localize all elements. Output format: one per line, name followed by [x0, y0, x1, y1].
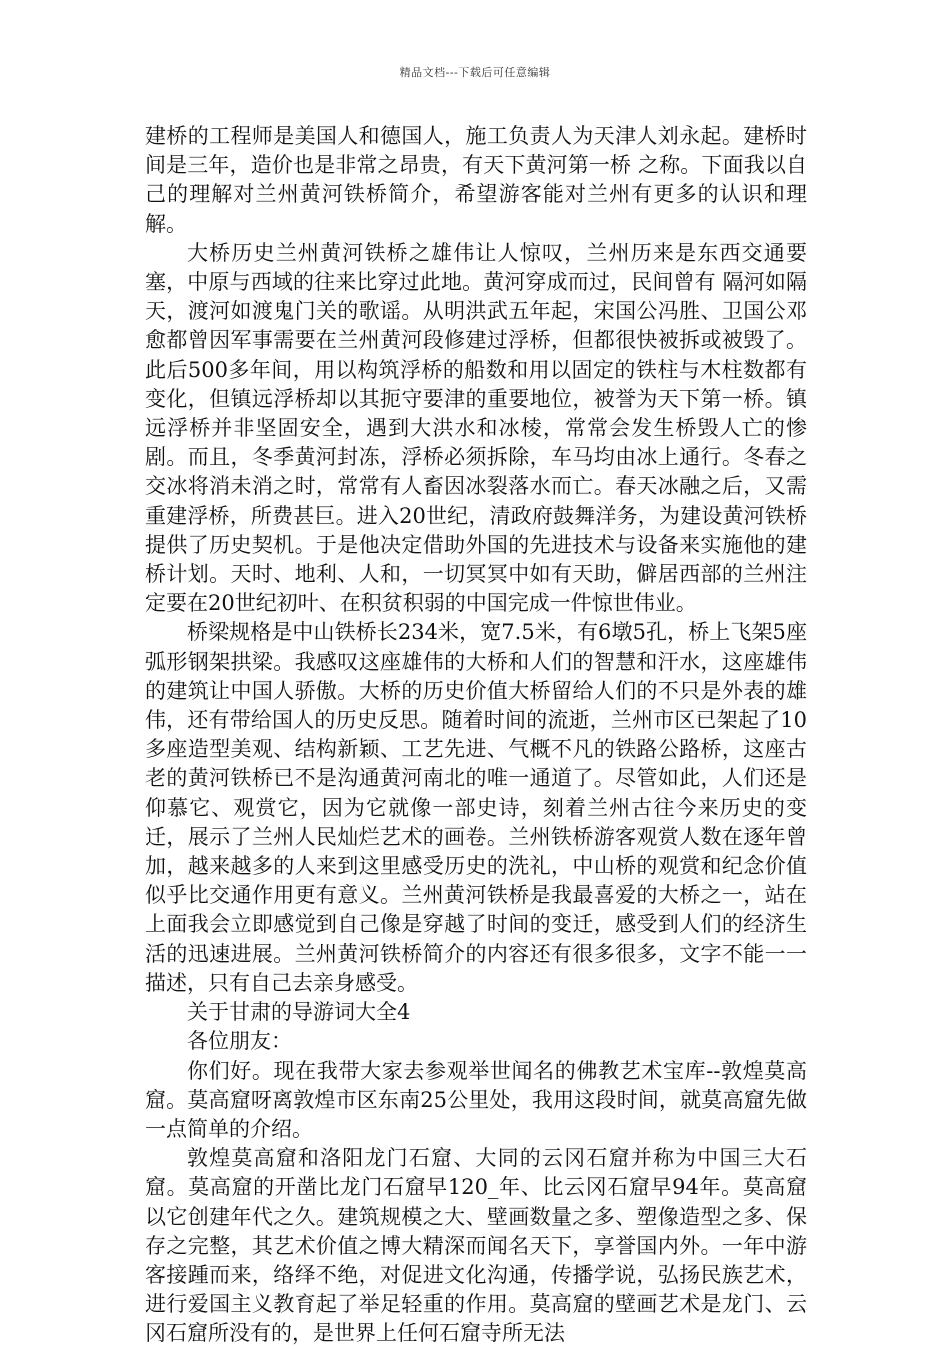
paragraph-mogao-intro: 你们好。现在我带大家去参观举世闻名的佛教艺术宝库--敦煌莫高窟。莫高窟呀离敦煌市区东南25公里处，我用这段时间，就莫高窟先做一点简单的介绍。 — [145, 1058, 807, 1141]
page-header: 精品文档---下载后可任意编辑 — [399, 66, 551, 79]
greeting: 各位朋友： — [187, 1029, 292, 1054]
document-body — [145, 122, 807, 1349]
paragraph-mogao-details: 敦煌莫高窟和洛阳龙门石窟、大同的云冈石窟并称为中国三大石窟。莫高窟的开凿比龙门石窟早120_年、比云冈石窟早94年。莫高窟以它创建年代之久。建筑规模之大、壁画数量之多、塑像造型之多、保存之完整，其艺术价值之博大精深而闻名天下，享誉国内外。一年中游客接踵而来，络绎不绝，对促进文化沟通，传播学说，弘扬民族艺术，进行爱国主义教育起了举足轻重的作用。莫高窟的壁画艺术是龙门、云冈石窟所没有的，是世界上任何石窟寺所无法 — [145, 1146, 807, 1346]
paragraph-bridge-engineers: 建桥的工程师是美国人和德国人，施工负责人为天津人刘永起。建桥时间是三年，造价也是非常之昂贵，有天下黄河第一桥 之称。下面我以自己的理解对兰州黄河铁桥简介，希望游客能对兰州有更多的认识和理解。 — [145, 124, 807, 236]
paragraph-bridge-history: 大桥历史兰州黄河铁桥之雄伟让人惊叹，兰州历来是东西交通要塞，中原与西域的往来比穿过此地。黄河穿成而过，民间曾有 隔河如隔天，渡河如渡鬼门关的歌谣。从明洪武五年起，宋国公冯胜、卫国公邓愈都曾因军事需要在兰州黄河段修建过浮桥，但都很快被拆或被毁了。此后500多年间，用以构筑浮桥的船数和用以固定的铁柱与木柱数都有变化，但镇远浮桥却以其扼守要津的重要地位，被誉为天下第一桥。镇远浮桥并非坚固安全，遇到大洪水和冰棱，常常会发生桥毁人亡的惨剧。而且，冬季黄河封冻，浮桥必须拆除，车马均由冰上通行。冬春之交冰将消未消之时，常常有人畜因冰裂落水而亡。春天冰融之后，又需重建浮桥，所费甚巨。进入20世纪，清政府鼓舞洋务，为建设黄河铁桥提供了历史契机。于是他决定借助外国的先进技术与设备来实施他的建桥计划。天时、地利、人和，一切冥冥中如有天助，僻居西部的兰州注定要在20世纪初叶、在积贫积弱的中国完成一件惊世伟业。 — [145, 240, 807, 616]
paragraph-bridge-specs: 桥梁规格是中山铁桥长234米，宽7.5米，有6墩5孔，桥上飞架5座弧形钢架拱梁。我感叹这座雄伟的大桥和人们的智慧和汗水，这座雄伟的建筑让中国人骄傲。大桥的历史价值大桥留给人们的不只是外表的雄伟，还有带给国人的历史反思。随着时间的流逝，兰州市区已架起了10多座造型美观、结构新颖、工艺先进、气概不凡的铁路公路桥，这座古老的黄河铁桥已不是沟通黄河南北的唯一通道了。尽管如此，人们还是仰慕它、观赏它，因为它就像一部史诗，刻着兰州古往今来历史的变迁，展示了兰州人民灿烂艺术的画卷。兰州铁桥游客观赏人数在逐年曾加，越来越多的人来到这里感受历史的洗礼，中山桥的观赏和纪念价值似乎比交通作用更有意义。兰州黄河铁桥是我最喜爱的大桥之一，站在上面我会立即感觉到自己像是穿越了时间的变迁，感受到人们的经济生活的迅速进展。兰州黄河铁桥简介的内容还有很多很多，文字不能一一描述，只有自己去亲身感受。 — [145, 620, 807, 995]
section-heading: 关于甘肃的导游词大全4 — [187, 1000, 411, 1025]
